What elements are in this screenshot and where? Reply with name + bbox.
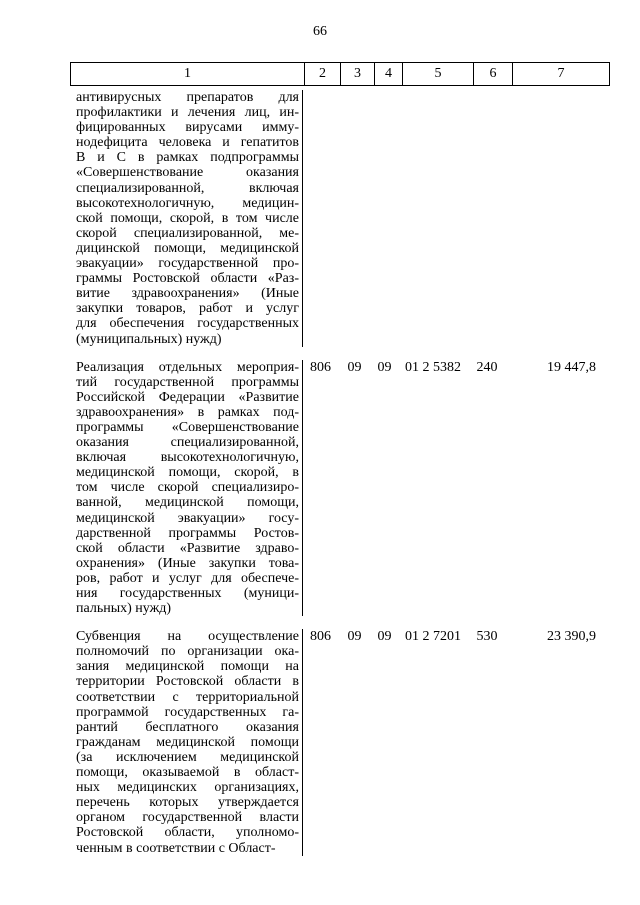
description-line: «Совершенствование оказания <box>76 165 299 181</box>
description-line: перечень которых утверждается <box>76 795 299 811</box>
table-row <box>70 629 602 855</box>
column-header-row <box>70 62 610 86</box>
header-col-2: 2 <box>305 63 341 86</box>
description-line: дицинской помощи, медицинской <box>76 240 299 256</box>
amount <box>506 90 602 347</box>
description-line: закупки товаров, работ и услуг <box>76 301 299 317</box>
section-code: 09 <box>347 629 362 645</box>
expense-type-code: 240 <box>476 359 498 375</box>
subsection-code <box>371 90 398 347</box>
description-line: специализированной, включая <box>76 180 299 196</box>
description-line: рантий бесплатного оказания <box>76 719 299 735</box>
description-line: дарственной программы Ростов- <box>76 525 299 541</box>
description-line: ния государственных (муници- <box>76 586 299 601</box>
description-line: (муниципальных) нужд) <box>76 331 222 347</box>
table-row <box>70 360 602 617</box>
subsection-code: 09 <box>377 629 392 645</box>
row-description <box>70 90 303 347</box>
description-line: фицированных вирусами имму- <box>76 120 299 136</box>
description-line: территории Ростовской области в <box>76 674 299 690</box>
page-number: 66 <box>313 24 327 39</box>
table-row <box>70 90 602 347</box>
description-line: Российской Федерации «Развитие <box>76 389 299 405</box>
description-line: для обеспечения государственных <box>76 316 299 332</box>
description-line: профилактики и лечения лиц, ин- <box>76 105 299 121</box>
subsection-code: 09 <box>377 359 392 375</box>
description-line: пальных) нужд) <box>76 601 172 617</box>
description-line: полномочий по организации ока- <box>76 644 299 660</box>
target-article-code: 01 2 5382 <box>405 359 461 375</box>
description-line: граммы Ростовской области «Раз- <box>76 271 299 287</box>
description-line: ванной, медицинской помощи, <box>76 495 299 511</box>
description-line: гражданам медицинской помощи <box>76 734 299 750</box>
description-line: нодефицита человека и гепатитов <box>76 135 299 151</box>
table-body <box>70 90 602 856</box>
description-line: антивирусных препаратов для <box>76 90 299 105</box>
row-description <box>70 360 303 617</box>
description-line: охранения» (Иные закупки това- <box>76 555 299 571</box>
description-line: включая высокотехнологичную, <box>76 450 299 466</box>
header-col-5: 5 <box>403 63 474 86</box>
header-col-3: 3 <box>341 63 375 86</box>
ministry-code: 806 <box>310 629 331 645</box>
description-line: ров, работ и услуг для обеспече- <box>76 570 299 586</box>
description-line: (за исключением медицинской <box>76 749 299 765</box>
amount: 19 447,8 <box>547 359 596 375</box>
description-line: скорой специализированной, ме- <box>76 225 299 241</box>
header-col-4: 4 <box>375 63 403 86</box>
description-line: В и С в рамках подпрограммы <box>76 150 299 166</box>
description-line: медицинской помощи, скорой, в <box>76 465 299 481</box>
description-line: органом государственной власти <box>76 810 299 826</box>
header-col-6: 6 <box>474 63 513 86</box>
header-col-7: 7 <box>513 63 610 86</box>
description-line: программы «Совершенствование <box>76 419 299 435</box>
description-line: ченным в соответствии с Област- <box>76 840 276 856</box>
description-line: Реализация отдельных мероприя- <box>76 359 299 375</box>
description-line: ных медицинских организациях, <box>76 780 299 796</box>
description-line: Субвенция на осуществление <box>76 629 299 645</box>
section-code: 09 <box>347 359 362 375</box>
description-line: здравоохранения» в рамках под- <box>76 404 299 420</box>
ministry-code <box>303 90 338 347</box>
section-code <box>338 90 371 347</box>
ministry-code: 806 <box>310 359 331 375</box>
description-line: программой государственных га- <box>76 704 299 720</box>
target-article-code <box>398 90 468 347</box>
expense-type-code <box>468 90 506 347</box>
description-line: тий государственной программы <box>76 374 299 390</box>
row-description <box>70 629 303 855</box>
description-line: помощи, оказываемой в област- <box>76 765 299 781</box>
description-line: оказания специализированной, <box>76 435 299 451</box>
target-article-code: 01 2 7201 <box>405 629 461 645</box>
description-line: зания медицинской помощи на <box>76 659 299 675</box>
description-line: Ростовской области, уполномо- <box>76 825 299 841</box>
header-col-1: 1 <box>71 63 305 86</box>
amount: 23 390,9 <box>547 629 596 645</box>
description-line: высокотехнологичную, медицин- <box>76 195 299 211</box>
description-line: ской помощи, скорой, в том числе <box>76 210 299 226</box>
description-line: соответствии с территориальной <box>76 689 299 705</box>
description-line: медицинской эвакуации» госу- <box>76 510 299 526</box>
description-line: эвакуации» государственной про- <box>76 256 299 272</box>
description-line: том числе скорой специализиро- <box>76 480 299 496</box>
description-line: ской области «Развитие здраво- <box>76 540 299 556</box>
description-line: витие здравоохранения» (Иные <box>76 286 299 302</box>
expense-type-code: 530 <box>476 629 498 645</box>
